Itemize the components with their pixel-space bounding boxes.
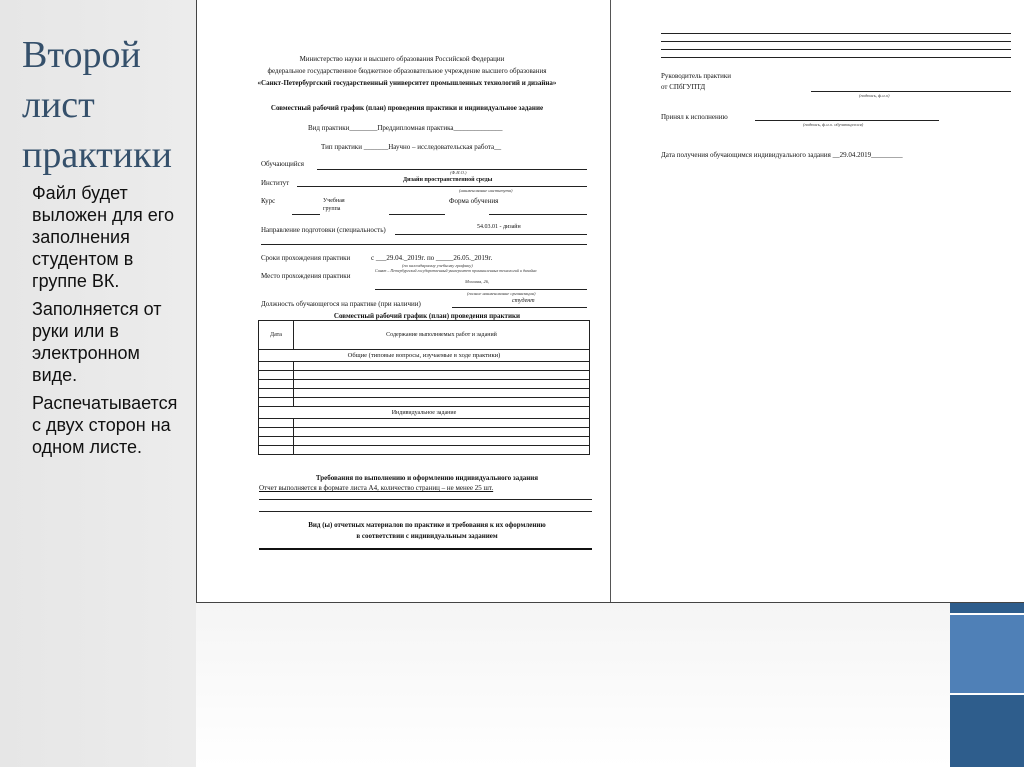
header-line-1: Министерство науки и высшего образования Российской Федерации	[299, 55, 505, 63]
student-label: Обучающийся	[261, 160, 304, 168]
dates-label: Сроки прохождения практики	[261, 254, 351, 262]
course-line	[292, 214, 320, 215]
decor-block	[950, 695, 1024, 767]
col-date-header: Дата	[259, 321, 294, 350]
bullet-item: Распечатывается с двух сторон на одном листе.	[32, 393, 178, 457]
institute-line	[297, 186, 587, 187]
req-line-1	[259, 499, 592, 500]
position-line	[452, 307, 587, 308]
table-row	[259, 362, 590, 371]
blank-line-3	[661, 49, 1011, 50]
direction-line-2	[261, 244, 587, 245]
practice-kind: Тип практики _______Научно – исследовательская работа__	[321, 143, 502, 151]
place-label: Место прохождения практики	[261, 272, 351, 280]
form-page-2	[611, 0, 1024, 602]
table-title: Совместный рабочий график (план) проведения практики	[333, 312, 521, 320]
requirements-text: Отчет выполняется в формате листа А4, количество страниц – не менее 25 шт.	[259, 484, 494, 492]
materials-line	[259, 548, 592, 550]
blank-line-2	[661, 41, 1011, 42]
form-label: Форма обучения	[449, 197, 499, 205]
table-row	[259, 398, 590, 407]
materials-title-2: в соответствии с индивидуальным заданием	[356, 532, 498, 540]
institute-label: Институт	[261, 179, 290, 187]
section-individual: Индивидуальное задание	[259, 407, 590, 419]
position-label: Должность обучающегося на практике (при наличии)	[261, 300, 421, 308]
form-line	[489, 214, 587, 215]
dates-value: с ___29.04._2019г. по _____26.05._2019г.	[371, 254, 493, 262]
table-row	[259, 419, 590, 428]
accepted-sign-line	[755, 120, 939, 121]
institute-value: Дизайн пространственной среды	[403, 177, 493, 183]
direction-line-1	[395, 234, 587, 235]
place-value: Санкт – Петербургский государственный университет промышленных технологий и дизайна	[375, 268, 537, 273]
direction-value: 54.03.01 - дизайн	[477, 224, 521, 230]
supervisor-sign-line	[811, 91, 1011, 92]
header-line-3: «Санкт-Петербургский государственный университет промышленных технологий и дизайна»	[257, 79, 557, 87]
supervisor-label: Руководитель практики	[661, 72, 732, 80]
schedule-table	[258, 320, 590, 455]
position-value: студент	[512, 298, 535, 304]
received-date: Дата получения обучающимся индивидуального задания __29.04.2019_________	[661, 151, 903, 159]
decorative-blocks	[950, 603, 1024, 767]
slide-title: Второй лист практики	[22, 34, 172, 176]
table-row	[259, 428, 590, 437]
blank-line-4	[661, 57, 1011, 58]
table-row	[259, 380, 590, 389]
table-row	[259, 389, 590, 398]
fio-caption: (Ф.И.О.)	[450, 170, 467, 175]
decor-block	[950, 603, 1024, 613]
form-page-1	[197, 0, 610, 602]
place-line	[375, 289, 587, 290]
practice-type: Вид практики________Преддипломная практика______________	[308, 124, 503, 132]
course-label: Курс	[261, 197, 276, 205]
place-value-2: Моховая, 26,	[465, 279, 490, 284]
accepted-label: Принял к исполнению	[661, 113, 728, 121]
table-row	[259, 371, 590, 380]
group-label: Учебная группа	[323, 198, 345, 212]
dates-caption: (по календарному учебному графику)	[402, 263, 473, 268]
table-row	[259, 446, 590, 455]
bullet-item: Файл будет выложен для его заполнения студентом в группе ВК.	[32, 183, 174, 291]
decor-block	[950, 615, 1024, 693]
institute-caption: (наименование института)	[459, 188, 513, 193]
direction-label: Направление подготовки (специальность)	[261, 226, 386, 234]
bottom-band	[196, 603, 950, 767]
group-line	[389, 214, 445, 215]
section-general: Общие (типовые вопросы, изучаемые в ходе практики)	[259, 350, 590, 362]
form-heading: Совместный рабочий график (план) проведения практики и индивидуальное задание	[270, 104, 544, 112]
requirements-title: Требования по выполнению и оформлению индивидуального задания	[315, 474, 539, 482]
table-row	[259, 437, 590, 446]
place-caption: (полное наименование организации)	[467, 291, 536, 296]
supervisor-from: от СПбГУПТД	[661, 83, 706, 91]
req-line-2	[259, 511, 592, 512]
sign-caption-2: (подпись, ф.и.о. обучающегося)	[803, 122, 864, 127]
form-document	[196, 0, 1024, 603]
col-content-header: Содержание выполняемых работ и заданий	[294, 321, 590, 350]
sign-caption-1: (подпись, ф.и.о)	[859, 93, 890, 98]
blank-line-1	[661, 33, 1011, 34]
materials-title-1: Вид (ы) отчетных материалов по практике и требования к их оформлению	[308, 521, 546, 529]
bullet-list	[32, 182, 177, 464]
header-line-2: федеральное государственное бюджетное образовательное учреждение высшего образования	[267, 67, 547, 75]
bullet-item: Заполняется от руки или в электронном виде.	[32, 299, 162, 385]
